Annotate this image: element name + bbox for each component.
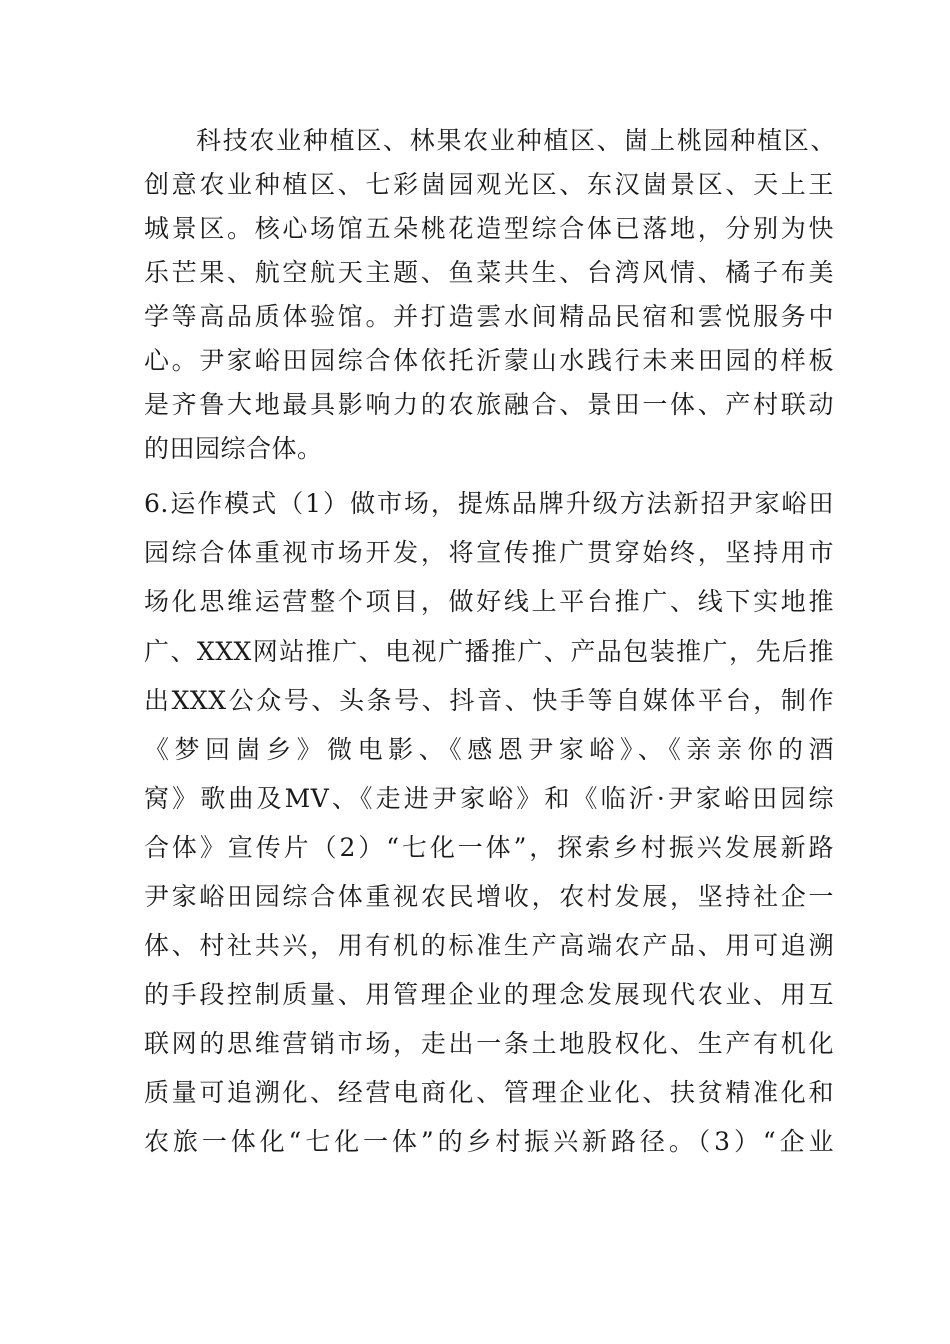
text-line: 《梦回崮乡》微电影、《感恩尹家峪》、《亲亲你的酒 xyxy=(144,735,834,764)
text-line: 学等高品质体验馆。并打造雲水间精品民宿和雲悦服务中 xyxy=(144,302,834,331)
text-line: 出XXX公众号、头条号、抖音、快手等自媒体平台，制作 xyxy=(144,686,834,715)
text-line: 园综合体重视市场开发，将宣传推广贯穿始终，坚持用市 xyxy=(144,538,834,567)
text-line: 农旅一体化“七化一体”的乡村振兴新路径。（3）“企业 xyxy=(144,1127,834,1156)
text-line: 的田园综合体。 xyxy=(144,434,323,463)
text-line: 城景区。核心场馆五朵桃花造型综合体已落地，分别为快 xyxy=(144,214,834,243)
text-line: 合体》宣传片（2）“七化一体”，探索乡村振兴发展新路 xyxy=(144,833,834,862)
text-line: 6.运作模式（1）做市场，提炼品牌升级方法新招尹家峪田 xyxy=(144,489,834,518)
text-line: 场化思维运营整个项目，做好线上平台推广、线下实地推 xyxy=(144,587,834,616)
text-line: 的手段控制质量、用管理企业的理念发展现代农业、用互 xyxy=(144,980,834,1009)
text-line: 创意农业种植区、七彩崮园观光区、东汉崮景区、天上王 xyxy=(144,170,834,199)
text-line: 质量可追溯化、经营电商化、管理企业化、扶贫精准化和 xyxy=(144,1078,834,1107)
text-line: 是齐鲁大地最具影响力的农旅融合、景田一体、产村联动 xyxy=(144,390,834,419)
text-line: 乐芒果、航空航天主题、鱼菜共生、台湾风情、橘子布美 xyxy=(144,258,834,287)
text-line: 体、村社共兴，用有机的标准生产高端农产品、用可追溯 xyxy=(144,931,834,960)
text-line: 窝》歌曲及MV、《走进尹家峪》和《临沂·尹家峪田园综 xyxy=(144,784,834,813)
text-line: 尹家峪田园综合体重视农民增收，农村发展，坚持社企一 xyxy=(144,882,834,911)
text-line: 科技农业种植区、林果农业种植区、崮上桃园种植区、 xyxy=(196,126,836,155)
text-line: 联网的思维营销市场，走出一条土地股权化、生产有机化 xyxy=(144,1029,834,1058)
text-line: 心。尹家峪田园综合体依托沂蒙山水践行未来田园的样板 xyxy=(144,346,834,375)
text-line: 广、XXX网站推广、电视广播推广、产品包装推广，先后推 xyxy=(144,637,834,666)
